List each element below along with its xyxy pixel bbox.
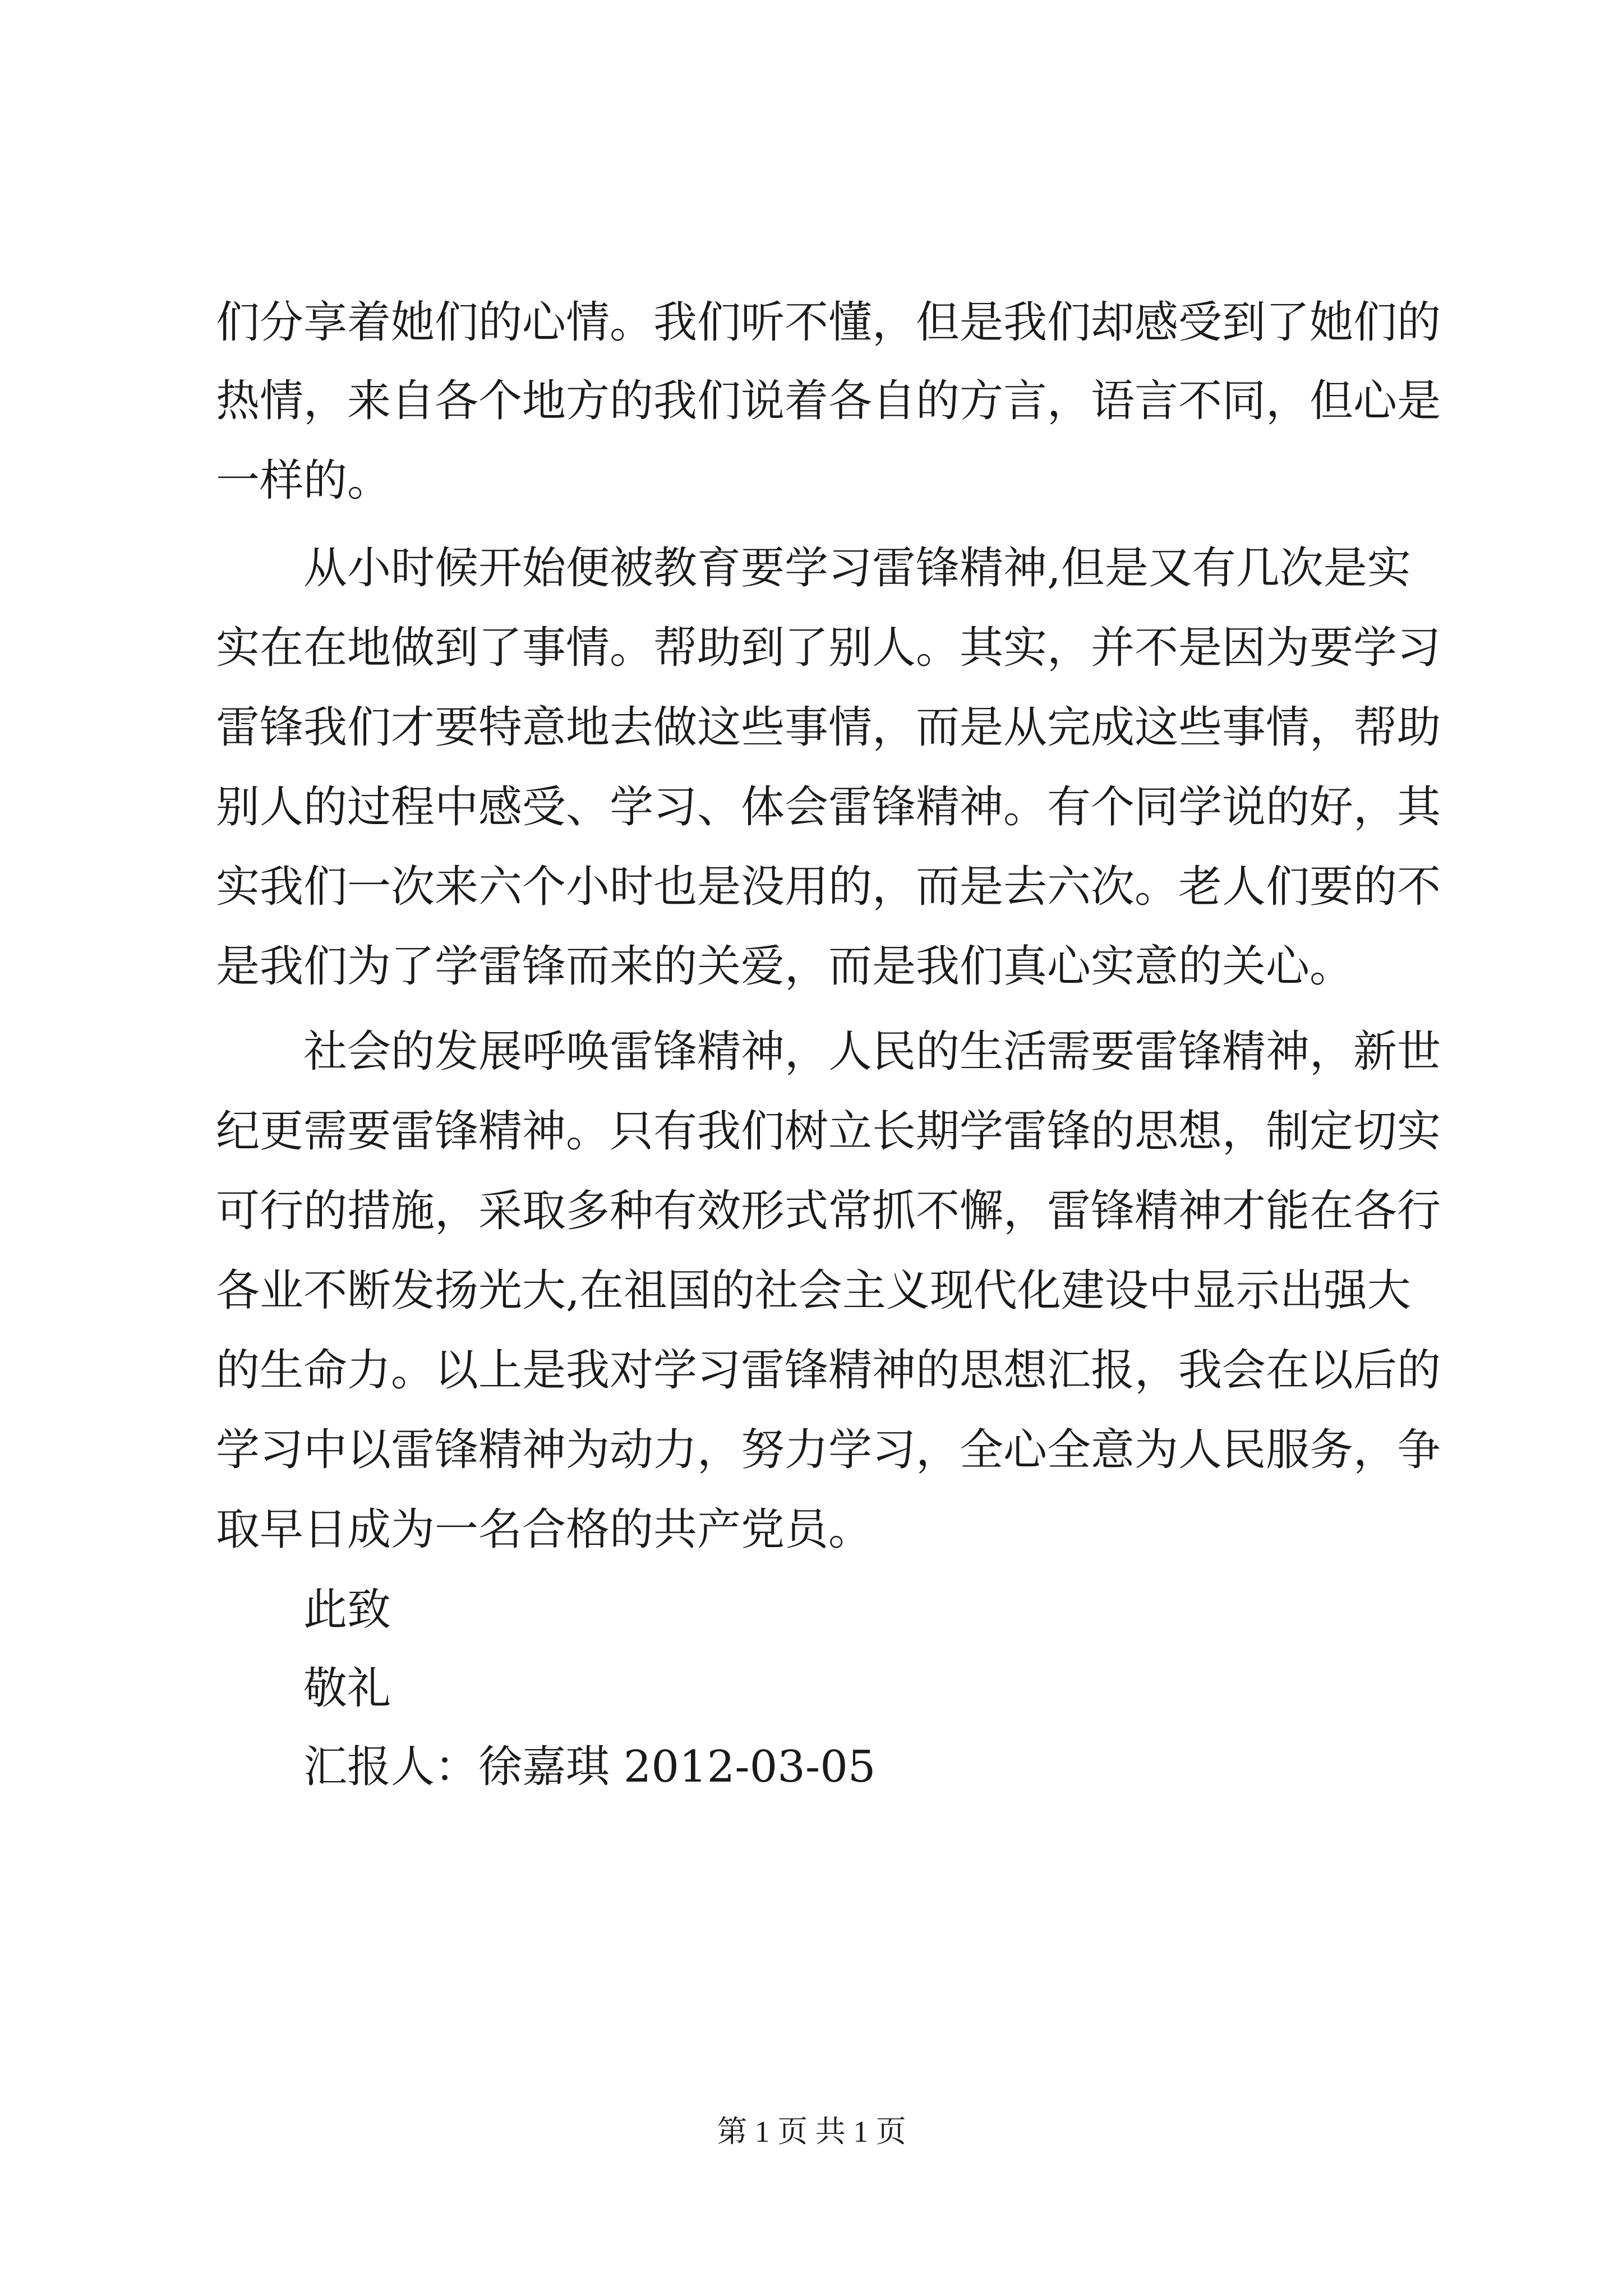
reporter-signature-line: 汇报人：徐嘉琪 2012-03-05	[303, 1742, 876, 1792]
text-line-1: 们分享着她们的心情。我们听不懂，但是我们却感受到了她们的	[216, 297, 1441, 348]
paragraph-2-line-5: 实我们一次来六个小时也是没用的，而是去六次。老人们要的不	[216, 862, 1441, 912]
paragraph-3-line-2: 纪更需要雷锋精神。只有我们树立长期学雷锋的思想，制定切实	[216, 1106, 1441, 1157]
text-line-3: 一样的。	[216, 455, 391, 506]
paragraph-2-line-3: 雷锋我们才要特意地去做这些事情，而是从完成这些事情，帮助	[216, 702, 1441, 753]
paragraph-2-line-1: 从小时候开始便被教育要学习雷锋精神,但是又有几次是实	[303, 543, 1411, 593]
paragraph-3-line-1: 社会的发展呼唤雷锋精神，人民的生活需要雷锋精神，新世	[303, 1027, 1441, 1077]
paragraph-2-line-6: 是我们为了学雷锋而来的关爱，而是我们真心实意的关心。	[216, 941, 1354, 992]
paragraph-2-line-2: 实在在地做到了事情。帮助到了别人。其实，并不是因为要学习	[216, 623, 1441, 673]
paragraph-3-line-3: 可行的措施，采取多种有效形式常抓不懈，雷锋精神才能在各行	[216, 1186, 1441, 1236]
paragraph-3-line-4: 各业不断发扬光大,在祖国的社会主义现代化建设中显示出强大	[216, 1266, 1411, 1316]
closing-regards: 敬礼	[303, 1663, 391, 1714]
closing-salutation: 此致	[303, 1585, 391, 1635]
paragraph-3-line-7: 取早日成为一名合格的共产党员。	[216, 1504, 873, 1555]
text-line-2: 热情，来自各个地方的我们说着各自的方言，语言不同，但心是	[216, 376, 1441, 426]
page-number-footer: 第 1 页 共 1 页	[717, 2115, 906, 2148]
paragraph-3-line-5: 的生命力。以上是我对学习雷锋精神的思想汇报，我会在以后的	[216, 1345, 1441, 1396]
paragraph-2-line-4: 别人的过程中感受、学习、体会雷锋精神。有个同学说的好，其	[216, 782, 1441, 832]
paragraph-3-line-6: 学习中以雷锋精神为动力，努力学习，全心全意为人民服务，争	[216, 1425, 1441, 1475]
